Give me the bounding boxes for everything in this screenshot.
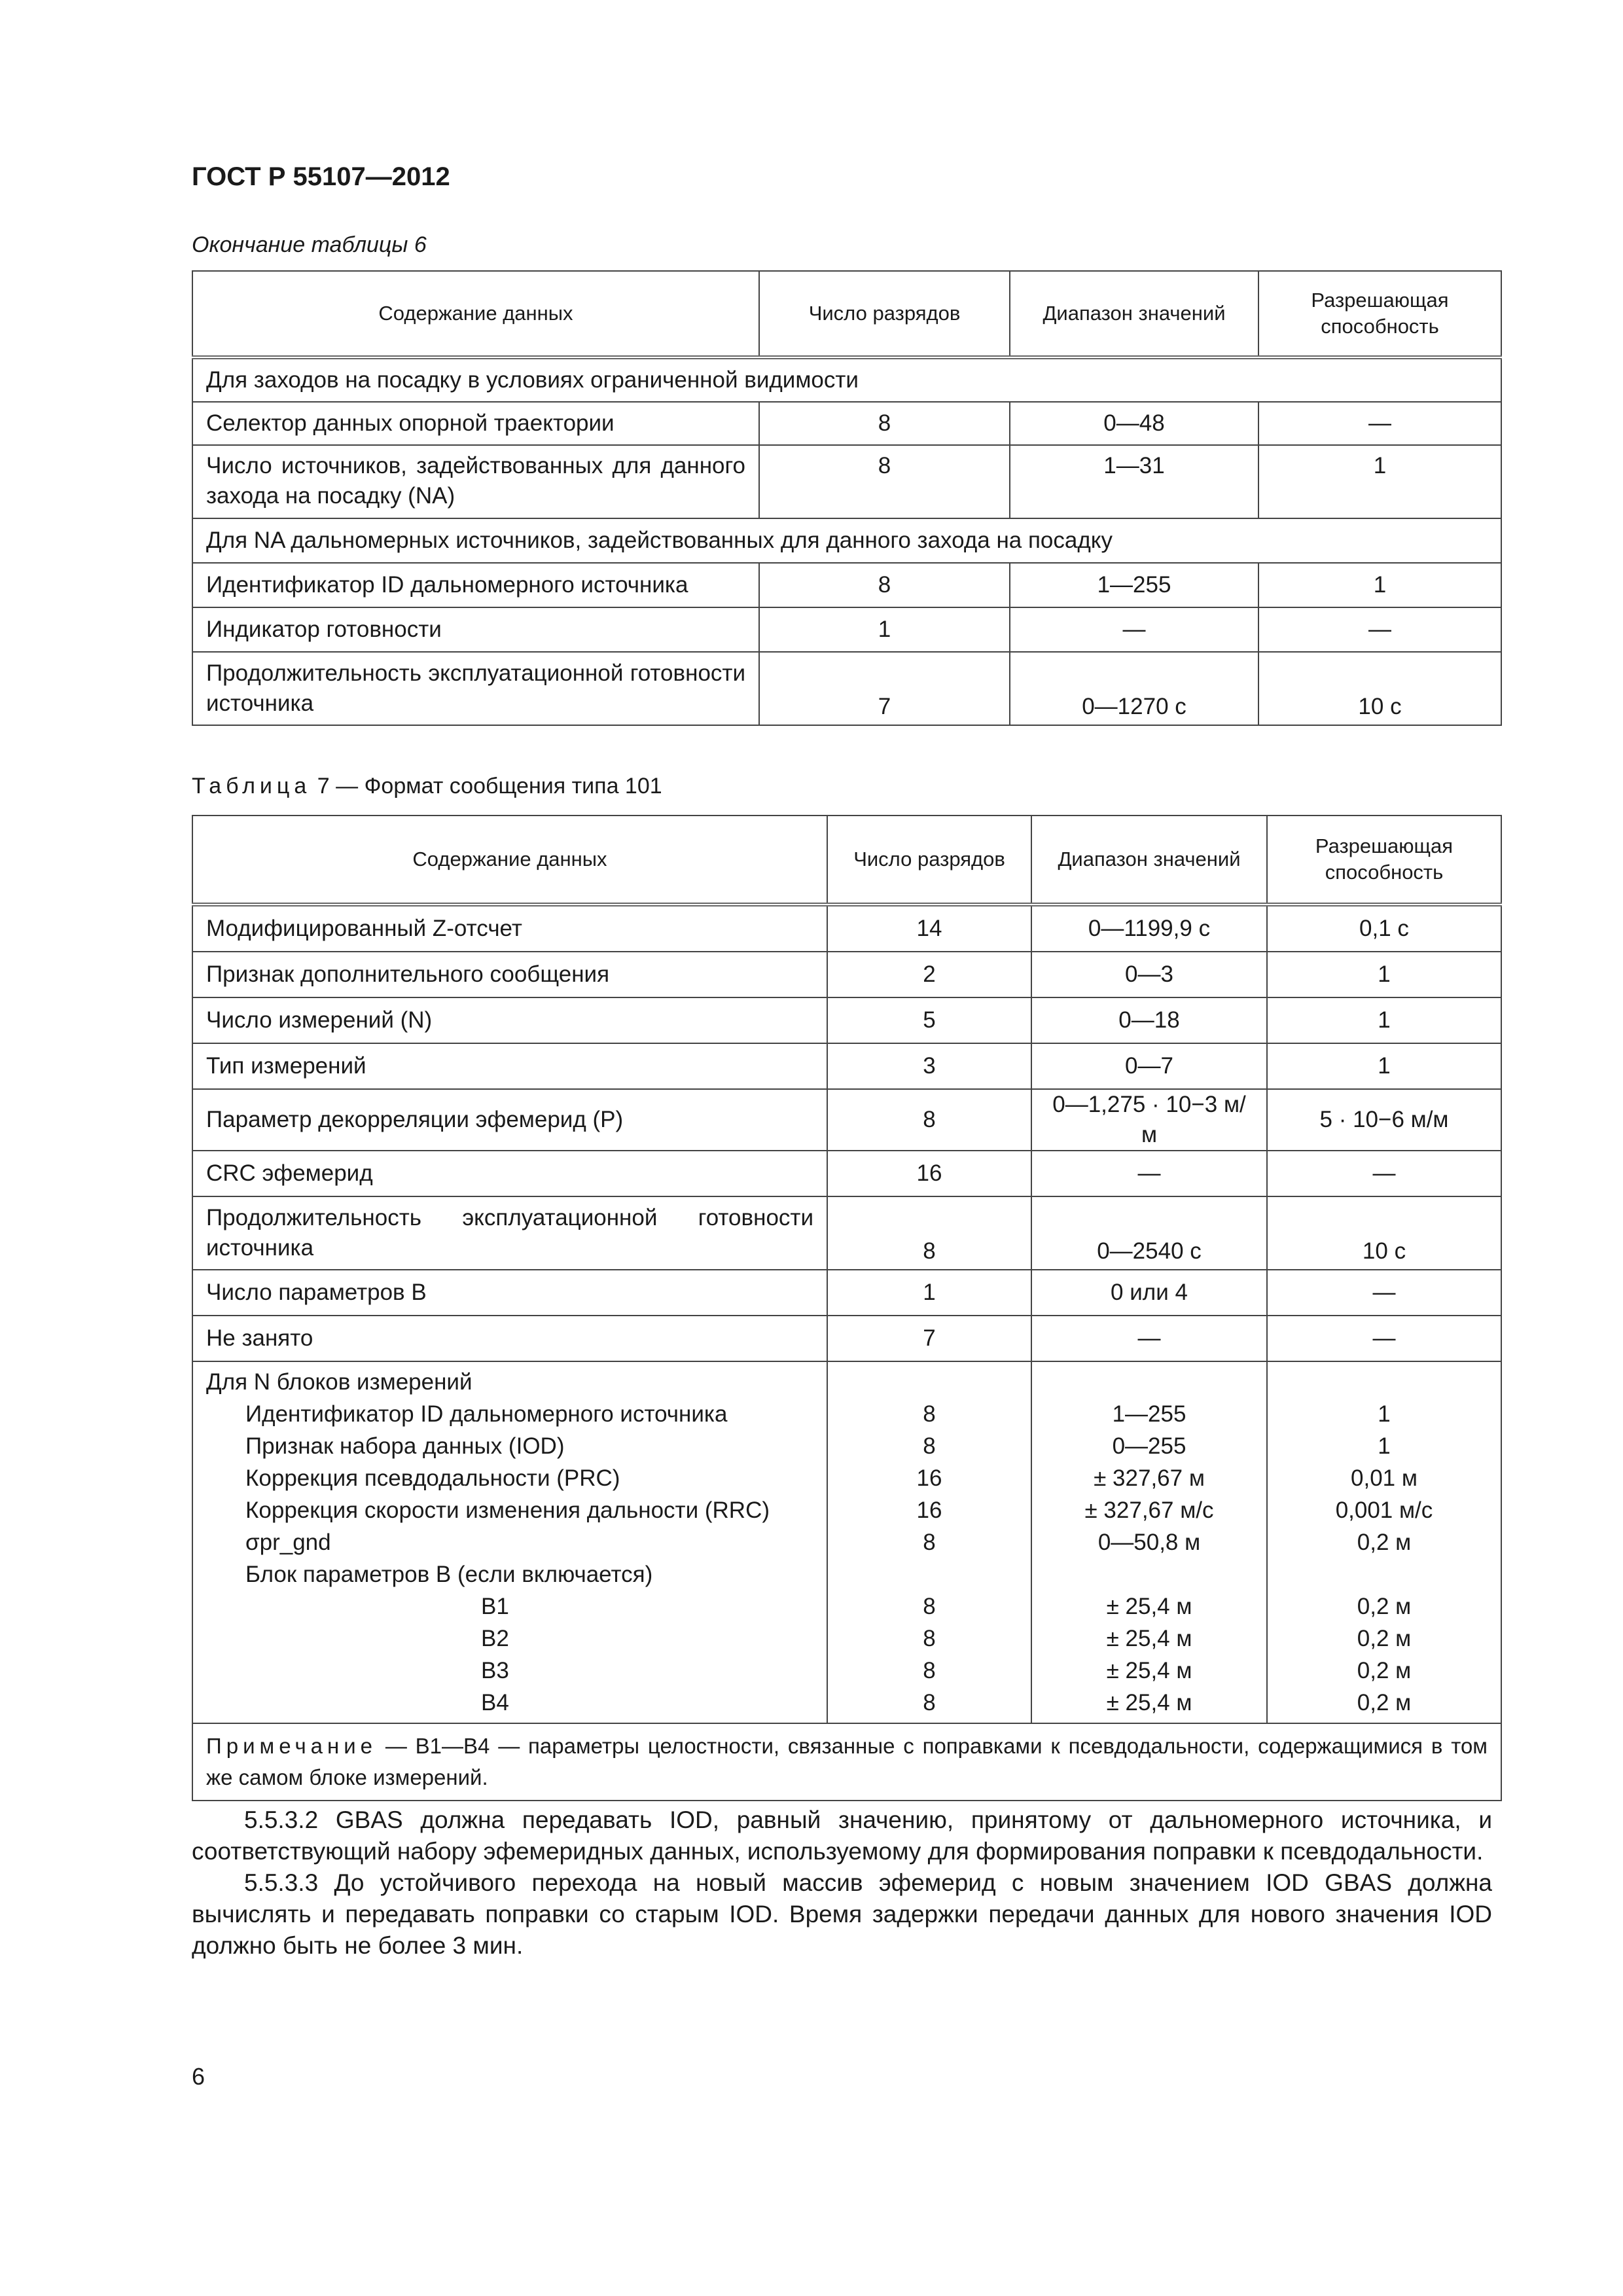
block-line: 1—255 — [1112, 1401, 1186, 1427]
block-line: Коррекция псевдодальности (PRC) — [245, 1465, 620, 1491]
cell-content: Тип измерений — [192, 1043, 827, 1089]
cell-resolution: — — [1258, 607, 1501, 652]
table7-caption-text: 7 — Формат сообщения типа 101 — [317, 774, 662, 798]
table-row — [192, 1196, 1501, 1270]
table6-caption: Окончание таблицы 6 — [192, 232, 427, 257]
cell-range: 1—255 — [1010, 563, 1258, 607]
cell-content: Параметр декорреляции эфемерид (P) — [192, 1089, 827, 1151]
cell-resolution: — — [1267, 1316, 1501, 1361]
cell-resolution: 1 — [1258, 445, 1501, 518]
cell-content: Признак дополнительного сообщения — [192, 952, 827, 997]
block-line — [1281, 1558, 1488, 1590]
paragraph: 5.5.3.2 GBAS должна передавать IOD, равный значению, принятому от дальномерного источника, и соответствующий набору эфемеридных данных, используемому для формирования поправки к псевдодальности. — [192, 1806, 1492, 1865]
cell-range: 0—18 — [1031, 997, 1267, 1043]
cell-resolution: — — [1258, 402, 1501, 445]
cell-content: Селектор данных опорной траектории — [192, 402, 759, 445]
cell-bits: 5 — [827, 997, 1031, 1043]
cell-bits: 7 — [759, 652, 1010, 725]
table-7 — [192, 815, 1502, 1801]
block-line: 0,2 м — [1357, 1658, 1412, 1683]
block-line: 8 — [923, 1401, 936, 1427]
cell-bits: 16 — [827, 1151, 1031, 1196]
table-row — [192, 563, 1501, 607]
block-line: Коррекция скорости изменения дальности (RRC) — [245, 1498, 770, 1523]
cell-bits: 2 — [827, 952, 1031, 997]
note-text: — B1—B4 — параметры целостности, связанные с поправками к псевдодальности, содержащимися в том же самом блоке измерений. — [206, 1734, 1488, 1789]
cell-content: Продолжительность эксплуатационной готовности источника — [192, 652, 759, 725]
document-title: ГОСТ Р 55107—2012 — [192, 162, 450, 191]
body-text — [192, 1804, 1492, 1962]
block-line: 8 — [923, 1626, 936, 1651]
cell-resolution: — — [1267, 1270, 1501, 1316]
block-line: 0—255 — [1112, 1433, 1186, 1459]
cell-resolution: 1 — [1267, 1043, 1501, 1089]
cell-bits: 1 — [759, 607, 1010, 652]
cell-range: — — [1031, 1151, 1267, 1196]
block-line: B1 — [481, 1594, 509, 1619]
table-row — [192, 607, 1501, 652]
table-row — [192, 1043, 1501, 1089]
cell-content: Индикатор готовности — [192, 607, 759, 652]
cell-bits: 8 — [827, 1089, 1031, 1151]
table-row-blocks — [192, 1361, 1501, 1723]
cell-bits: 8 — [827, 1196, 1031, 1270]
cell-range: — — [1010, 607, 1258, 652]
block-line: B4 — [481, 1690, 509, 1715]
table-row — [192, 997, 1501, 1043]
page-number: 6 — [192, 2063, 205, 2090]
cell-resolution: — — [1267, 1151, 1501, 1196]
block-line: B2 — [481, 1626, 509, 1651]
cell-content: Число параметров B — [192, 1270, 827, 1316]
block-line: 8 — [923, 1594, 936, 1619]
cell-range: 0—2540 с — [1031, 1196, 1267, 1270]
cell-range: 0—1270 с — [1010, 652, 1258, 725]
cell-bits: 3 — [827, 1043, 1031, 1089]
paragraph: 5.5.3.3 До устойчивого перехода на новый массив эфемерид с новым значением IOD GBAS должна вычислять и передавать поправки со старым IOD. Время задержки передачи данных для нового значения IOD должно быть не более 3 мин. — [192, 1869, 1492, 1959]
cell-content: Не занято — [192, 1316, 827, 1361]
table7-header-resolution: Разрешающая способность — [1267, 816, 1501, 905]
cell-range: — — [1031, 1316, 1267, 1361]
cell-bits: 7 — [827, 1316, 1031, 1361]
table7-header-range: Диапазон значений — [1031, 816, 1267, 905]
cell-range: 1—31 — [1010, 445, 1258, 518]
block-line: ± 25,4 м — [1106, 1658, 1192, 1683]
cell-range: 0—1199,9 с — [1031, 905, 1267, 952]
cell-bits: 14 — [827, 905, 1031, 952]
cell-content: Число источников, задействованных для данного захода на посадку (NA) — [192, 445, 759, 518]
block-line: 0,01 м — [1351, 1465, 1418, 1491]
table-row — [192, 952, 1501, 997]
block-line: 16 — [916, 1498, 942, 1523]
table6-header-content: Содержание данных — [192, 271, 759, 357]
table6-header-range: Диапазон значений — [1010, 271, 1258, 357]
cell-resolution: 10 с — [1258, 652, 1501, 725]
table6-header-resolution: Разрешающая способность — [1258, 271, 1501, 357]
block-line: 8 — [923, 1658, 936, 1683]
cell-resolution: 1 — [1258, 563, 1501, 607]
table7-header-content: Содержание данных — [192, 816, 827, 905]
cell-content: CRC эфемерид — [192, 1151, 827, 1196]
blocks-content — [192, 1361, 827, 1723]
cell-resolution: 0,1 с — [1267, 905, 1501, 952]
table7-body — [192, 905, 1501, 1801]
cell-resolution: 1 — [1267, 952, 1501, 997]
cell-range: 0—3 — [1031, 952, 1267, 997]
cell-content: Идентификатор ID дальномерного источника — [192, 563, 759, 607]
block-line — [841, 1366, 1018, 1398]
block-line: ± 25,4 м — [1106, 1690, 1192, 1715]
block-line — [841, 1558, 1018, 1590]
table7-caption-prefix: Таблица — [192, 774, 312, 798]
cell-range: 0—48 — [1010, 402, 1258, 445]
cell-bits: 8 — [759, 445, 1010, 518]
block-line — [1045, 1558, 1253, 1590]
block-line: Блок параметров B (если включается) — [245, 1562, 653, 1587]
block-line: B3 — [481, 1658, 509, 1683]
table7-note — [192, 1723, 1501, 1801]
block-line: 0,2 м — [1357, 1530, 1412, 1555]
block-line: 8 — [923, 1690, 936, 1715]
blocks-bits — [827, 1361, 1031, 1723]
block-line: 1 — [1378, 1433, 1391, 1459]
cell-range: 0—7 — [1031, 1043, 1267, 1089]
table6-section-title: Для заходов на посадку в условиях ограниченной видимости — [192, 357, 1501, 402]
cell-resolution: 5 · 10−6 м/м — [1267, 1089, 1501, 1151]
block-line — [1045, 1366, 1253, 1398]
block-line: 16 — [916, 1465, 942, 1491]
cell-content: Модифицированный Z-отсчет — [192, 905, 827, 952]
block-line: 0,2 м — [1357, 1594, 1412, 1619]
table-row — [192, 652, 1501, 725]
cell-bits: 8 — [759, 563, 1010, 607]
blocks-resolution — [1267, 1361, 1501, 1723]
table-6 — [192, 270, 1502, 726]
table-row — [192, 1316, 1501, 1361]
table-row — [192, 445, 1501, 518]
block-line: 0—50,8 м — [1097, 1530, 1201, 1555]
block-line: ± 25,4 м — [1106, 1626, 1192, 1651]
block-line: ± 327,67 м/с — [1084, 1498, 1214, 1523]
cell-content: Продолжительность эксплуатационной готовности источника — [192, 1196, 827, 1270]
cell-content: Число измерений (N) — [192, 997, 827, 1043]
cell-resolution: 1 — [1267, 997, 1501, 1043]
blocks-range — [1031, 1361, 1267, 1723]
cell-resolution: 10 с — [1267, 1196, 1501, 1270]
table-row — [192, 905, 1501, 952]
block-line: Идентификатор ID дальномерного источника — [245, 1401, 728, 1427]
block-line: Для N блоков измерений — [206, 1369, 473, 1395]
block-line: 8 — [923, 1530, 936, 1555]
note-prefix: Примечание — [206, 1734, 378, 1758]
block-line: 0,2 м — [1357, 1626, 1412, 1651]
cell-range: 0—1,275 · 10−3 м/м — [1031, 1089, 1267, 1151]
table-row — [192, 402, 1501, 445]
block-line: Признак набора данных (IOD) — [245, 1433, 565, 1459]
block-line: σpr_gnd — [245, 1530, 331, 1555]
block-line: 0,2 м — [1357, 1690, 1412, 1715]
cell-bits: 8 — [759, 402, 1010, 445]
table-row — [192, 1270, 1501, 1316]
block-line: 0,001 м/с — [1335, 1498, 1433, 1523]
table7-note-row — [192, 1723, 1501, 1801]
table6-section-title: Для NA дальномерных источников, задействованных для данного захода на посадку — [192, 518, 1501, 563]
block-line: ± 327,67 м — [1094, 1465, 1205, 1491]
block-line: 1 — [1378, 1401, 1391, 1427]
table7-header-bits: Число разрядов — [827, 816, 1031, 905]
block-line: 8 — [923, 1433, 936, 1459]
block-line — [1281, 1366, 1488, 1398]
table6-header-bits: Число разрядов — [759, 271, 1010, 357]
table7-caption — [192, 774, 662, 799]
table-row — [192, 1151, 1501, 1196]
table-row — [192, 1089, 1501, 1151]
cell-range: 0 или 4 — [1031, 1270, 1267, 1316]
cell-bits: 1 — [827, 1270, 1031, 1316]
block-line: ± 25,4 м — [1106, 1594, 1192, 1619]
